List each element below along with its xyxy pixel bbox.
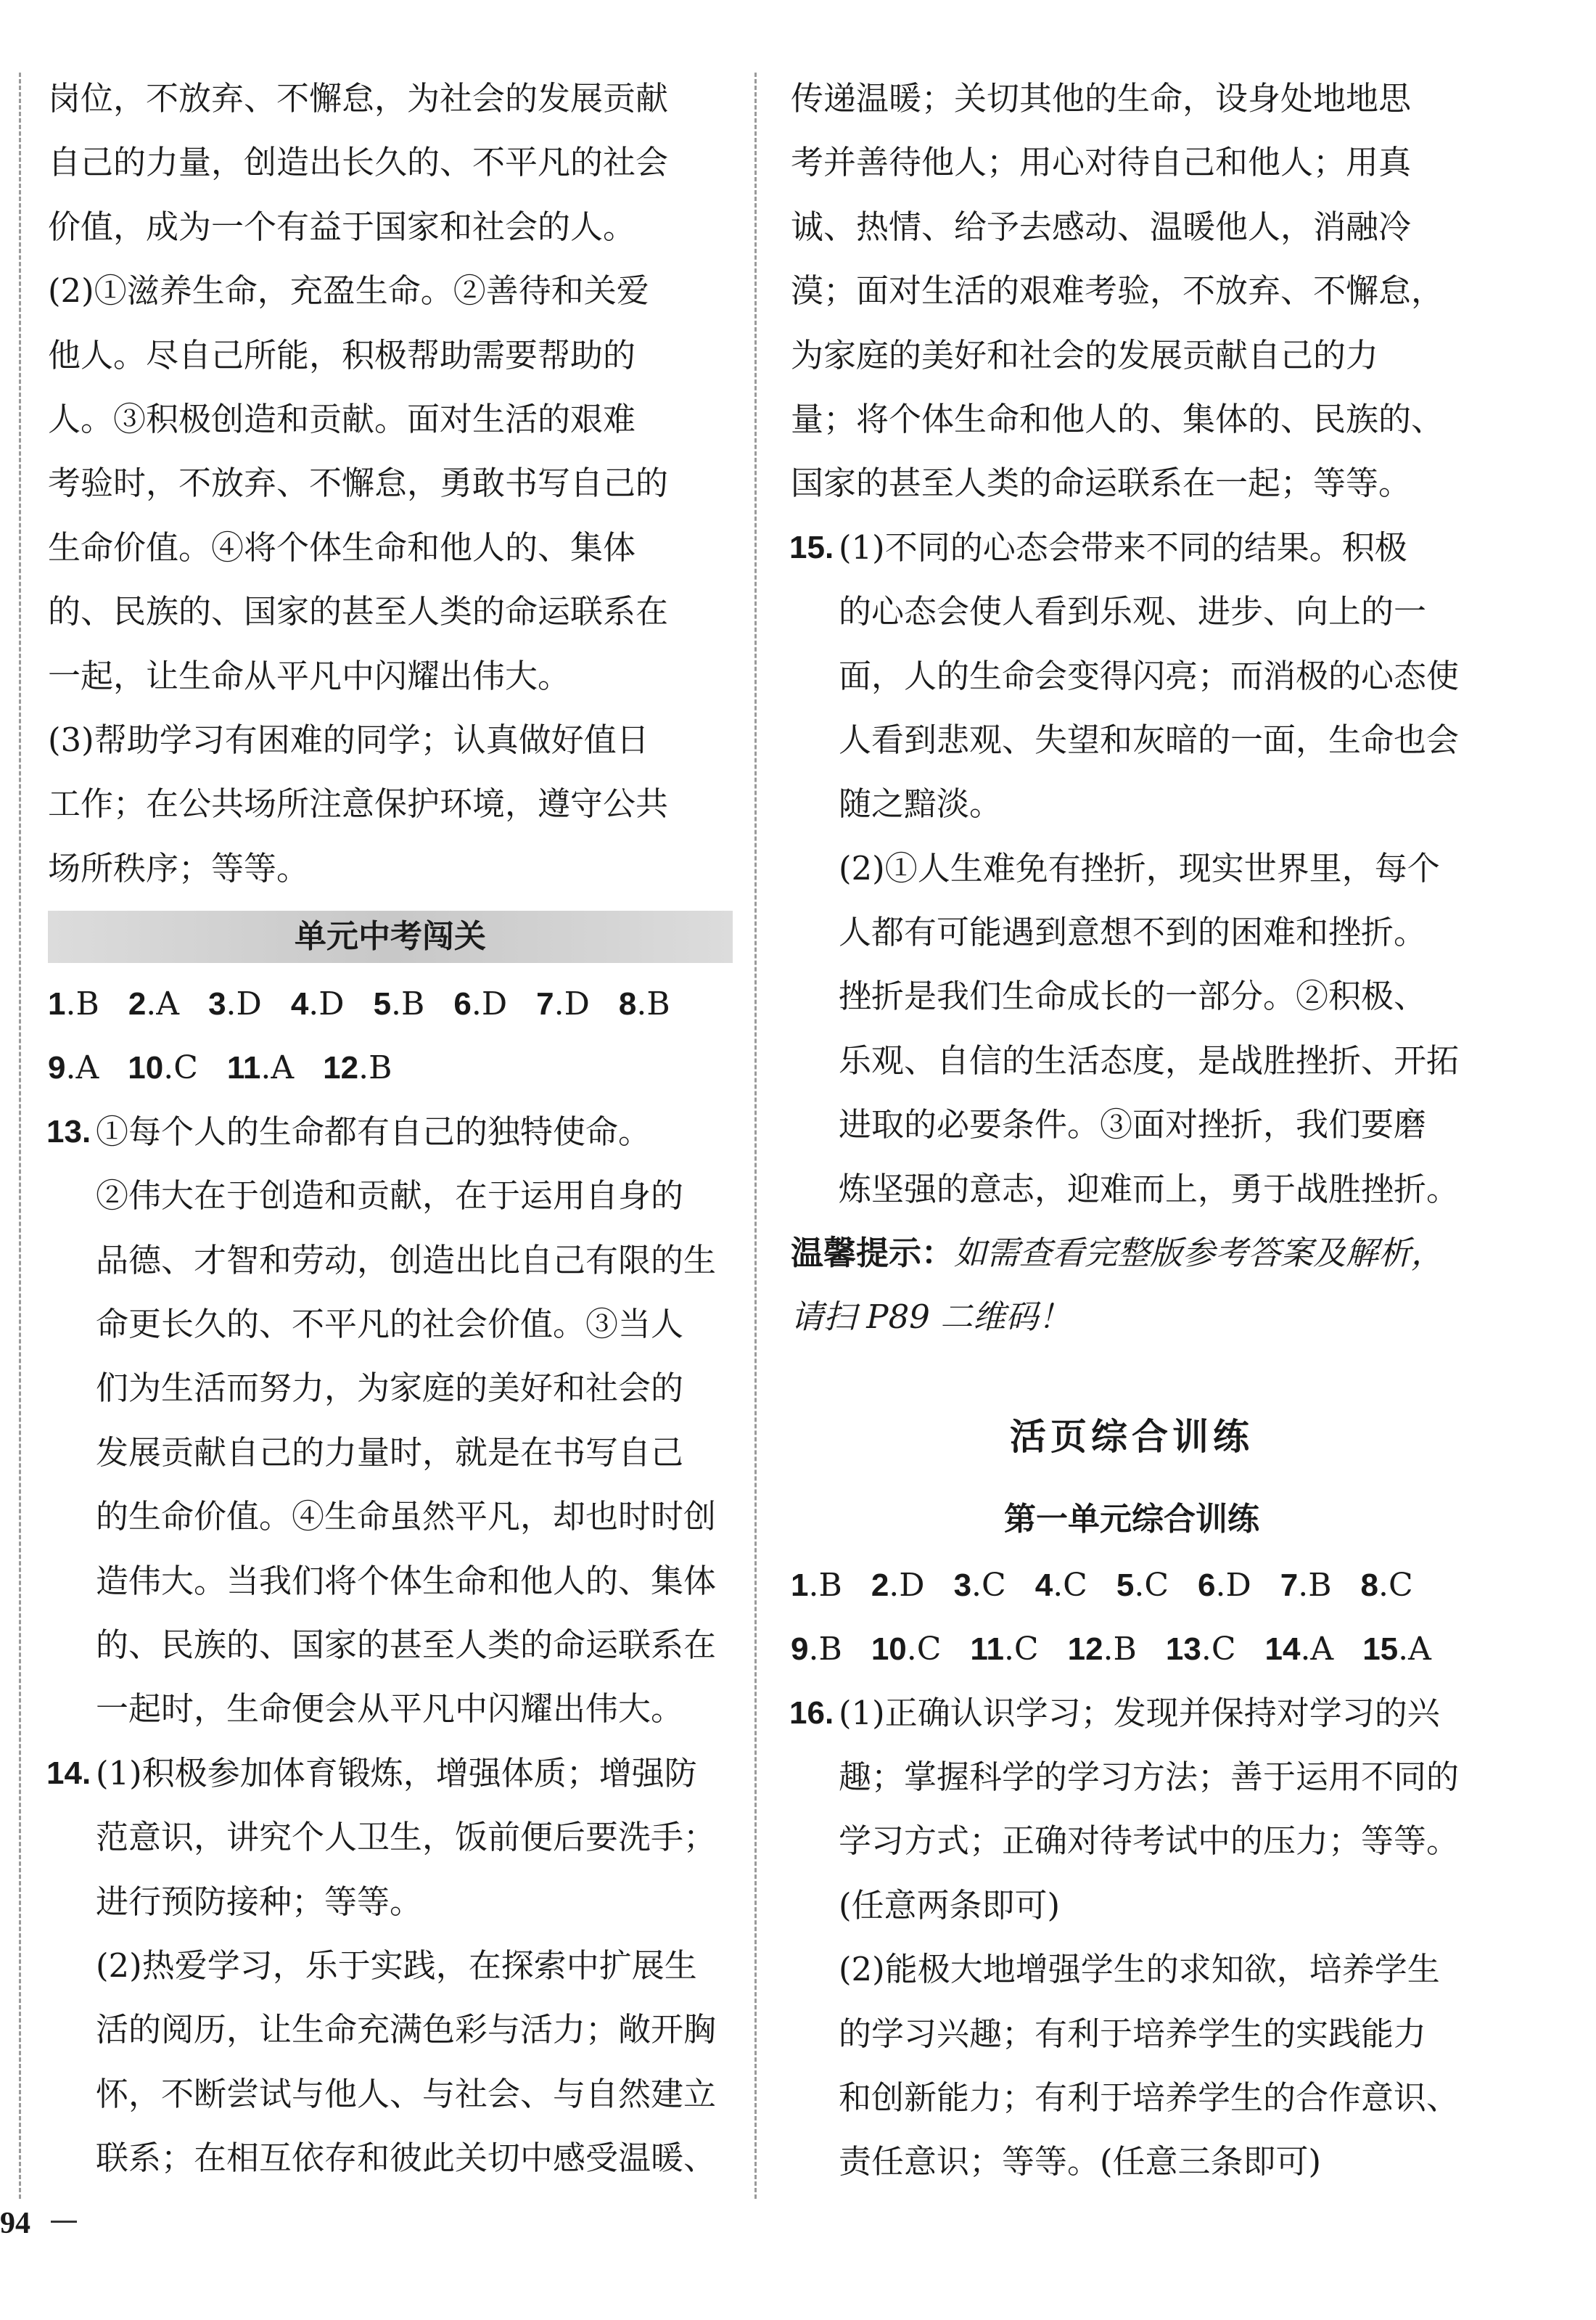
text-line — [48, 1100, 733, 1164]
line-text: 人都有可能遇到意想不到的困难和挫折。 — [839, 913, 1427, 952]
text-line: 诚、热情、给予去感动、温暖他人，消融冷 — [791, 207, 1412, 246]
answer-row — [791, 1553, 1473, 1617]
answer-choice: .A — [65, 1049, 99, 1087]
line-text: 联系；在相互依存和彼此关切中感受温暖、 — [96, 2139, 717, 2178]
answer-row — [791, 1617, 1473, 1681]
line-text: 的、民族的、国家的甚至人类的命运联系在 — [96, 1625, 717, 1664]
answer-number: 6 — [453, 986, 472, 1022]
question-number: 16. — [789, 1694, 834, 1731]
answer-number: 12 — [1067, 1631, 1103, 1668]
answer-choice: .D — [889, 1566, 925, 1604]
line-text: (1)不同的心态会带来不同的结果。积极 — [839, 528, 1407, 567]
line-text: 命更长久的、不平凡的社会价值。③当人 — [96, 1305, 684, 1344]
line-text: (2)能极大地增强学生的求知欲，培养学生 — [839, 1950, 1440, 1989]
text-line — [791, 1938, 1473, 2001]
text-line: 量；将个体生命和他人的、集体的、民族的、 — [791, 399, 1444, 438]
answer-item — [227, 1036, 294, 1100]
text-line: 考验时，不放弃、不懈怠，勇敢书写自己的 — [48, 464, 669, 503]
line-text: 挫折是我们生命成长的一部分。②积极、 — [839, 977, 1427, 1016]
answer-number: 14 — [1264, 1631, 1301, 1668]
text-line — [48, 1870, 733, 1934]
answer-choice: .C — [1003, 1631, 1039, 1668]
answer-item — [323, 1036, 392, 1100]
answer-choice: .C — [163, 1049, 198, 1087]
text-line — [48, 1934, 733, 1998]
answer-choice: .B — [65, 985, 99, 1023]
line-text: 随之黯淡。 — [839, 784, 1003, 824]
line-text: (1)正确认识学习；发现并保持对学习的兴 — [839, 1693, 1440, 1732]
text-line: 国家的甚至人类的命运联系在一起；等等。 — [791, 464, 1412, 503]
line-text: 的心态会使人看到乐观、进步、向上的一 — [839, 592, 1427, 631]
text-line: 传递温暖；关切其他的生命，设身处地地思 — [791, 79, 1412, 118]
answer-choice: .C — [1201, 1631, 1236, 1668]
text-line — [791, 580, 1473, 644]
answer-number: 7 — [536, 986, 554, 1022]
line-text: 造伟大。当我们将个体生命和他人的、集体 — [96, 1561, 717, 1600]
answer-item — [1361, 1554, 1413, 1618]
answer-choice: .B — [391, 985, 425, 1023]
text-line — [48, 1485, 733, 1549]
unit-exam-banner: 单元中考闯关 — [48, 911, 733, 963]
text-line — [48, 1742, 733, 1805]
answer-item — [871, 1554, 925, 1618]
line-text: ②伟大在于创造和贡献，在于运用自身的 — [96, 1176, 684, 1216]
answer-choice: .A — [1300, 1631, 1334, 1668]
page-number-dash — [51, 2221, 77, 2223]
question-15 — [791, 516, 1473, 1221]
text-line — [791, 1745, 1473, 1809]
line-text: (2)①人生难免有挫折，现实世界里，每个 — [839, 848, 1440, 888]
answer-number: 9 — [791, 1631, 809, 1668]
right-column — [791, 67, 1473, 2194]
page-number: 94 — [0, 2207, 30, 2240]
answer-item — [1198, 1554, 1251, 1618]
text-line — [791, 837, 1473, 901]
answer-choice: .A — [260, 1049, 295, 1087]
answer-choice: .B — [358, 1049, 392, 1087]
text-line — [48, 1613, 733, 1677]
answer-choice: .D — [308, 985, 345, 1023]
line-text: 活的阅历，让生命充满色彩与活力；敞开胸 — [96, 2010, 717, 2049]
answer-number: 15 — [1362, 1631, 1399, 1668]
text-line — [48, 2126, 733, 2190]
text-line — [791, 2002, 1473, 2066]
line-text: ①每个人的生命都有自己的独特使命。 — [96, 1112, 651, 1151]
answer-item — [453, 972, 507, 1036]
text-line: 漠；面对生活的艰难考验，不放弃、不懈怠， — [791, 271, 1444, 311]
text-line — [791, 2130, 1473, 2194]
question-number: 15. — [789, 529, 834, 565]
answer-item — [1362, 1618, 1431, 1681]
line-text: 的生命价值。④生命虽然平凡，却也时时创 — [96, 1497, 717, 1536]
line-text: 进行预防接种；等等。 — [96, 1882, 423, 1921]
answer-number: 9 — [48, 1050, 66, 1086]
answer-choice: .D — [471, 985, 508, 1023]
text-line: 自己的力量，创造出长久的、不平凡的社会 — [48, 143, 669, 182]
answer-choice: .D — [226, 985, 262, 1023]
answer-item — [970, 1618, 1038, 1681]
answer-item — [291, 972, 345, 1036]
answer-item — [374, 972, 425, 1036]
answer-item — [1166, 1618, 1236, 1681]
answer-choice: .B — [636, 985, 670, 1023]
question-number: 13. — [46, 1113, 91, 1149]
answer-number: 3 — [208, 986, 226, 1022]
answer-choice: .B — [1298, 1566, 1332, 1604]
text-line — [48, 1356, 733, 1420]
line-text: 的学习兴趣；有利于培养学生的实践能力 — [839, 2014, 1427, 2053]
answer-choice: .C — [906, 1631, 942, 1668]
question-14 — [48, 1742, 733, 2191]
text-line: (3)帮助学习有困难的同学；认真做好值日 — [48, 720, 649, 759]
answer-item — [128, 972, 179, 1036]
answer-item — [1116, 1554, 1169, 1618]
answer-item — [48, 972, 99, 1036]
text-line — [48, 1677, 733, 1741]
line-text: 趣；掌握科学的学习方法；善于运用不同的 — [839, 1757, 1460, 1796]
line-text: 乐观、自信的生活态度，是战胜挫折、开拓 — [839, 1041, 1460, 1080]
answer-number: 5 — [1116, 1567, 1135, 1603]
left-margin-rule — [19, 73, 21, 2199]
question-number: 14. — [46, 1755, 91, 1791]
text-line — [791, 1157, 1473, 1221]
text-line — [791, 901, 1473, 964]
answer-number: 10 — [128, 1050, 164, 1086]
answer-item — [1280, 1554, 1332, 1618]
answer-number: 4 — [1034, 1567, 1053, 1603]
text-line — [791, 2066, 1473, 2130]
line-text: 面，人的生命会变得闪亮；而消极的心态使 — [839, 656, 1460, 695]
answer-item — [791, 1554, 842, 1618]
answer-choice: .C — [971, 1566, 1006, 1604]
answer-item — [536, 972, 590, 1036]
answer-choice: .A — [146, 985, 180, 1023]
text-line: (2)①滋养生命，充盈生命。②善待和关爱 — [48, 271, 649, 311]
text-line — [48, 1421, 733, 1485]
text-line: 他人。尽自己所能，积极帮助需要帮助的 — [48, 335, 636, 374]
question-16 — [791, 1681, 1473, 2194]
question-13 — [48, 1100, 733, 1742]
left-column — [48, 67, 733, 2191]
answer-item — [1264, 1618, 1333, 1681]
column-divider — [754, 73, 757, 2199]
answer-number: 2 — [871, 1567, 889, 1603]
line-text: 炼坚强的意志，迎难而上，勇于战胜挫折。 — [839, 1169, 1460, 1208]
line-text: (任意两条即可) — [839, 1885, 1061, 1925]
text-line: 工作；在公共场所注意保护环境，遵守公共 — [48, 784, 669, 824]
answer-choice: .C — [1134, 1566, 1169, 1604]
answer-number: 4 — [290, 986, 309, 1022]
answer-number: 7 — [1280, 1567, 1299, 1603]
text-line — [791, 1029, 1473, 1093]
tip-text-2: 请扫 P89 二维码！ — [791, 1298, 1071, 1337]
text-line — [791, 1093, 1473, 1157]
answer-number: 10 — [871, 1631, 907, 1668]
text-line — [48, 2062, 733, 2126]
answer-number: 12 — [323, 1050, 359, 1086]
text-line — [48, 1805, 733, 1869]
answer-row — [48, 1036, 733, 1099]
text-line — [791, 1681, 1473, 1745]
answer-number: 2 — [128, 986, 147, 1022]
text-line — [48, 1292, 733, 1356]
left-continuation-text — [48, 67, 733, 901]
answer-choice: .C — [1053, 1566, 1087, 1604]
text-line — [791, 644, 1473, 708]
tip-text: 如需查看完整版参考答案及解析， — [954, 1234, 1444, 1273]
answer-number: 8 — [618, 986, 637, 1022]
answer-number: 11 — [970, 1631, 1004, 1668]
answer-row — [48, 972, 733, 1036]
text-line — [791, 964, 1473, 1028]
text-line: 生命价值。④将个体生命和他人的、集体 — [48, 528, 636, 567]
answer-item — [619, 972, 670, 1036]
answer-item — [791, 1618, 842, 1681]
answer-number: 8 — [1360, 1567, 1379, 1603]
text-line: 考并善待他人；用心对待自己和他人；用真 — [791, 143, 1412, 182]
answer-item — [871, 1618, 942, 1681]
text-line — [791, 1809, 1473, 1873]
text-line: 场所秩序；等等。 — [48, 848, 310, 888]
answer-choice: .B — [808, 1566, 842, 1604]
answer-choice: .D — [1215, 1566, 1251, 1604]
answer-number: 6 — [1197, 1567, 1216, 1603]
answer-number: 13 — [1165, 1631, 1201, 1668]
line-text: 和创新能力；有利于培养学生的合作意识、 — [839, 2078, 1460, 2117]
tip-line — [791, 1221, 1473, 1285]
text-line — [791, 772, 1473, 836]
line-text: 范意识，讲究个人卫生，饭前便后要洗手； — [96, 1818, 717, 1857]
text-line — [48, 1549, 733, 1613]
answer-number: 1 — [791, 1567, 809, 1603]
text-line — [791, 516, 1473, 580]
text-line: 人。③积极创造和贡献。面对生活的艰难 — [48, 399, 636, 438]
line-text: 品德、才智和劳动，创造出比自己有限的生 — [96, 1240, 717, 1279]
answer-choice: .D — [554, 985, 590, 1023]
answer-item — [208, 972, 262, 1036]
section-title: 活页综合训练 — [1010, 1415, 1254, 1458]
line-text: 学习方式；正确对待考试中的压力；等等。 — [839, 1821, 1460, 1861]
answer-number: 11 — [226, 1050, 261, 1086]
line-text: 人看到悲观、失望和灰暗的一面，生命也会 — [839, 720, 1460, 759]
answer-choice: .A — [1398, 1631, 1431, 1668]
text-line: 的、民族的、国家的甚至人类的命运联系在 — [48, 592, 669, 631]
text-line — [48, 1229, 733, 1292]
answer-item — [1035, 1554, 1087, 1618]
text-line: 一起，让生命从平凡中闪耀出伟大。 — [48, 656, 571, 695]
text-line — [791, 708, 1473, 772]
line-text: 们为生活而努力，为家庭的美好和社会的 — [96, 1369, 684, 1408]
line-text: 进取的必要条件。③面对挫折，我们要磨 — [839, 1105, 1427, 1144]
answer-number: 3 — [953, 1567, 972, 1603]
text-line — [48, 1164, 733, 1228]
answer-item — [954, 1554, 1006, 1618]
line-text: 发展贡献自己的力量时，就是在书写自己 — [96, 1432, 684, 1472]
sub-title: 第一单元综合训练 — [1004, 1500, 1259, 1538]
answer-item — [48, 1036, 99, 1100]
text-line: 价值，成为一个有益于国家和社会的人。 — [48, 207, 636, 246]
answer-item — [1068, 1618, 1137, 1681]
line-text: (1)积极参加体育锻炼，增强体质；增强防 — [96, 1753, 697, 1792]
answer-choice: .B — [1103, 1631, 1137, 1668]
line-text: (2)热爱学习，乐于实践，在探索中扩展生 — [96, 1946, 697, 1985]
text-line — [48, 1998, 733, 2062]
text-line: 为家庭的美好和社会的发展贡献自己的力 — [791, 335, 1379, 374]
text-line: 岗位，不放弃、不懈怠，为社会的发展贡献 — [48, 79, 669, 118]
answer-choice: .B — [808, 1631, 842, 1668]
answer-number: 5 — [373, 986, 392, 1022]
line-text: 怀，不断尝试与他人、与社会、与自然建立 — [96, 2074, 717, 2113]
answer-number: 1 — [48, 986, 66, 1022]
line-text: 责任意识；等等。(任意三条即可) — [839, 2142, 1322, 2181]
answer-item — [128, 1036, 198, 1100]
text-line — [791, 1874, 1473, 1938]
tip-label: 温馨提示： — [791, 1234, 955, 1273]
answer-choice: .C — [1378, 1566, 1413, 1604]
line-text: 一起时，生命便会从平凡中闪耀出伟大。 — [96, 1689, 684, 1729]
right-continuation-text — [791, 67, 1473, 516]
